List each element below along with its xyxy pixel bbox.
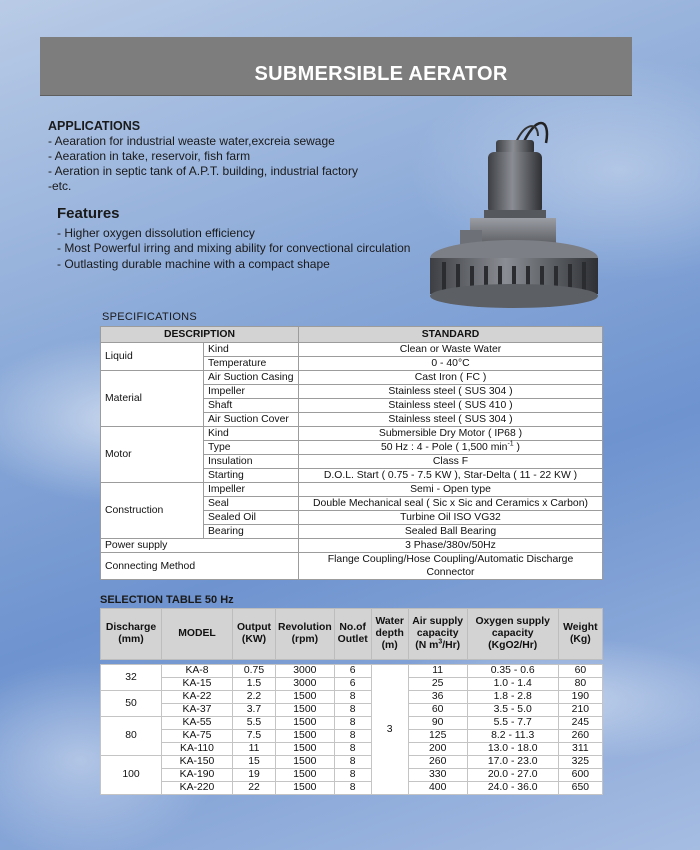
header-outlet: No.of Outlet	[334, 609, 371, 660]
item-label: Kind	[204, 343, 299, 357]
item-value: Class F	[299, 455, 603, 469]
item-label: Power supply	[101, 539, 299, 553]
oxygen-cell: 20.0 - 27.0	[467, 769, 558, 782]
application-item: -etc.	[48, 179, 72, 193]
item-value: 3 Phase/380v/50Hz	[299, 539, 603, 553]
weight-cell: 60	[558, 665, 602, 678]
revolution-cell: 3000	[276, 665, 335, 678]
table-row	[101, 343, 603, 357]
model-cell: KA-220	[162, 782, 233, 795]
output-cell: 2.2	[233, 691, 276, 704]
header-model: MODEL	[162, 609, 233, 660]
discharge-cell: 100	[101, 756, 162, 795]
applications-heading: APPLICATIONS	[48, 119, 141, 133]
table-row	[101, 371, 603, 385]
header-description: DESCRIPTION	[101, 327, 299, 343]
table-row	[101, 539, 603, 553]
revolution-cell: 1500	[276, 782, 335, 795]
table-row	[101, 704, 603, 717]
item-label: Temperature	[204, 357, 299, 371]
oxygen-cell: 0.35 - 0.6	[467, 665, 558, 678]
group-label: Construction	[101, 483, 204, 539]
air-supply-cell: 11	[408, 665, 467, 678]
table-row	[101, 691, 603, 704]
air-supply-cell: 25	[408, 678, 467, 691]
item-value: Sealed Ball Bearing	[299, 525, 603, 539]
outlet-cell: 8	[334, 730, 371, 743]
table-row	[101, 665, 603, 678]
air-supply-cell: 330	[408, 769, 467, 782]
group-label: Material	[101, 371, 204, 427]
oxygen-cell: 5.5 - 7.7	[467, 717, 558, 730]
header-standard: STANDARD	[299, 327, 603, 343]
model-cell: KA-55	[162, 717, 233, 730]
header-air-supply	[408, 609, 467, 660]
outlet-cell: 8	[334, 704, 371, 717]
revolution-cell: 1500	[276, 756, 335, 769]
air-supply-cell: 60	[408, 704, 467, 717]
item-value: Stainless steel ( SUS 304 )	[299, 413, 603, 427]
revolution-cell: 1500	[276, 704, 335, 717]
air-supply-unit: (N m	[415, 640, 439, 651]
discharge-cell: 80	[101, 717, 162, 756]
output-cell: 1.5	[233, 678, 276, 691]
item-value: Turbine Oil ISO VG32	[299, 511, 603, 525]
weight-cell: 245	[558, 717, 602, 730]
output-cell: 0.75	[233, 665, 276, 678]
weight-cell: 311	[558, 743, 602, 756]
group-label: Motor	[101, 427, 204, 483]
output-cell: 15	[233, 756, 276, 769]
motor-type-text: 50 Hz : 4 - Pole ( 1,500 min	[380, 442, 508, 453]
water-depth-cell: 3	[371, 665, 408, 795]
table-row	[101, 427, 603, 441]
feature-item: - Outlasting durable machine with a compact shape	[57, 256, 330, 271]
output-cell: 7.5	[233, 730, 276, 743]
weight-cell: 325	[558, 756, 602, 769]
outlet-cell: 8	[334, 756, 371, 769]
applications-section	[48, 119, 358, 194]
specifications-table	[100, 326, 603, 580]
item-label: Shaft	[204, 399, 299, 413]
title-banner	[40, 37, 632, 95]
output-cell: 19	[233, 769, 276, 782]
specifications-title: SPECIFICATIONS	[102, 311, 198, 323]
output-cell: 5.5	[233, 717, 276, 730]
air-supply-cell: 36	[408, 691, 467, 704]
oxygen-cell: 3.5 - 5.0	[467, 704, 558, 717]
oxygen-cell: 1.8 - 2.8	[467, 691, 558, 704]
header-depth: Water depth (m)	[371, 609, 408, 660]
outlet-cell: 6	[334, 678, 371, 691]
header-output: Output (KW)	[233, 609, 276, 660]
air-supply-cell: 90	[408, 717, 467, 730]
item-value: Submersible Dry Motor ( IP68 )	[299, 427, 603, 441]
discharge-cell: 50	[101, 691, 162, 717]
oxygen-cell: 13.0 - 18.0	[467, 743, 558, 756]
outlet-cell: 8	[334, 717, 371, 730]
weight-cell: 190	[558, 691, 602, 704]
weight-cell: 650	[558, 782, 602, 795]
aerator-product-image	[426, 118, 606, 318]
header-discharge: Discharge (mm)	[101, 609, 162, 660]
output-cell: 22	[233, 782, 276, 795]
selection-table-title: SELECTION TABLE 50 Hz	[100, 594, 234, 606]
output-cell: 3.7	[233, 704, 276, 717]
table-row	[101, 730, 603, 743]
item-label: Connecting Method	[101, 553, 299, 580]
outlet-cell: 8	[334, 782, 371, 795]
oxygen-cell: 24.0 - 36.0	[467, 782, 558, 795]
item-label: Impeller	[204, 385, 299, 399]
item-label: Air Suction Casing	[204, 371, 299, 385]
item-value: Double Mechanical seal ( Sic x Sic and Ceramics x Carbon)	[299, 497, 603, 511]
item-value	[299, 441, 603, 455]
item-label: Air Suction Cover	[204, 413, 299, 427]
revolution-cell: 1500	[276, 730, 335, 743]
table-row	[101, 756, 603, 769]
revolution-cell: 1500	[276, 691, 335, 704]
item-value: Semi - Open type	[299, 483, 603, 497]
table-row	[101, 743, 603, 756]
feature-item: - Higher oxygen dissolution efficiency	[57, 225, 255, 240]
model-cell: KA-190	[162, 769, 233, 782]
item-label: Starting	[204, 469, 299, 483]
oxygen-cell: 17.0 - 23.0	[467, 756, 558, 769]
table-row	[101, 717, 603, 730]
air-supply-unit-end: /Hr)	[442, 640, 461, 651]
weight-cell: 260	[558, 730, 602, 743]
item-label: Insulation	[204, 455, 299, 469]
model-cell: KA-37	[162, 704, 233, 717]
weight-cell: 80	[558, 678, 602, 691]
outlet-cell: 6	[334, 665, 371, 678]
item-value: Clean or Waste Water	[299, 343, 603, 357]
item-label: Sealed Oil	[204, 511, 299, 525]
revolution-cell: 1500	[276, 769, 335, 782]
item-label: Type	[204, 441, 299, 455]
oxygen-cell: 1.0 - 1.4	[467, 678, 558, 691]
air-supply-cell: 200	[408, 743, 467, 756]
revolution-cell: 1500	[276, 743, 335, 756]
item-value: 0 - 40°C	[299, 357, 603, 371]
item-value: Stainless steel ( SUS 410 )	[299, 399, 603, 413]
air-supply-label: Air supply capacity	[412, 616, 464, 639]
outlet-cell: 8	[334, 691, 371, 704]
feature-item: - Most Powerful irring and mixing ability for convectional circulation	[57, 241, 411, 255]
model-cell: KA-110	[162, 743, 233, 756]
table-row	[101, 678, 603, 691]
item-value: Cast Iron ( FC )	[299, 371, 603, 385]
revolution-cell: 3000	[276, 678, 335, 691]
discharge-cell: 32	[101, 665, 162, 691]
table-row	[101, 483, 603, 497]
model-cell: KA-75	[162, 730, 233, 743]
model-cell: KA-15	[162, 678, 233, 691]
group-label: Liquid	[101, 343, 204, 371]
table-row	[101, 782, 603, 795]
header-oxygen: Oxygen supply capacity (KgO2/Hr)	[467, 609, 558, 660]
item-value: D.O.L. Start ( 0.75 - 7.5 KW ), Star-Delta ( 11 - 22 KW )	[299, 469, 603, 483]
item-label: Impeller	[204, 483, 299, 497]
revolution-cell: 1500	[276, 717, 335, 730]
features-section	[57, 206, 410, 272]
motor-type-superscript: -1	[507, 440, 514, 448]
air-supply-superscript: 3	[438, 638, 443, 646]
header-weight: Weight (Kg)	[558, 609, 602, 660]
features-heading: Features	[57, 205, 120, 222]
header-revolution: Revolution (rpm)	[276, 609, 335, 660]
outlet-cell: 8	[334, 769, 371, 782]
model-cell: KA-22	[162, 691, 233, 704]
outlet-cell: 8	[334, 743, 371, 756]
application-item: - Aearation for industrial weaste water,excreia sewage	[48, 134, 335, 148]
table-row	[101, 769, 603, 782]
motor-type-suffix: )	[513, 442, 521, 453]
item-value: Stainless steel ( SUS 304 )	[299, 385, 603, 399]
air-supply-cell: 125	[408, 730, 467, 743]
model-cell: KA-150	[162, 756, 233, 769]
selection-table	[100, 608, 603, 795]
oxygen-cell: 8.2 - 11.3	[467, 730, 558, 743]
weight-cell: 600	[558, 769, 602, 782]
header-row	[101, 609, 603, 660]
air-supply-cell: 260	[408, 756, 467, 769]
application-item: - Aearation in take, reservoir, fish farm	[48, 149, 251, 163]
model-cell: KA-8	[162, 665, 233, 678]
weight-cell: 210	[558, 704, 602, 717]
output-cell: 11	[233, 743, 276, 756]
page-title: SUBMERSIBLE AERATOR	[254, 63, 508, 85]
item-label: Bearing	[204, 525, 299, 539]
table-row	[101, 553, 603, 580]
item-label: Kind	[204, 427, 299, 441]
item-value: Flange Coupling/Hose Coupling/Automatic Discharge Connector	[299, 553, 603, 580]
air-supply-cell: 400	[408, 782, 467, 795]
application-item: - Aeration in septic tank of A.P.T. building, industrial factory	[48, 164, 358, 178]
item-label: Seal	[204, 497, 299, 511]
